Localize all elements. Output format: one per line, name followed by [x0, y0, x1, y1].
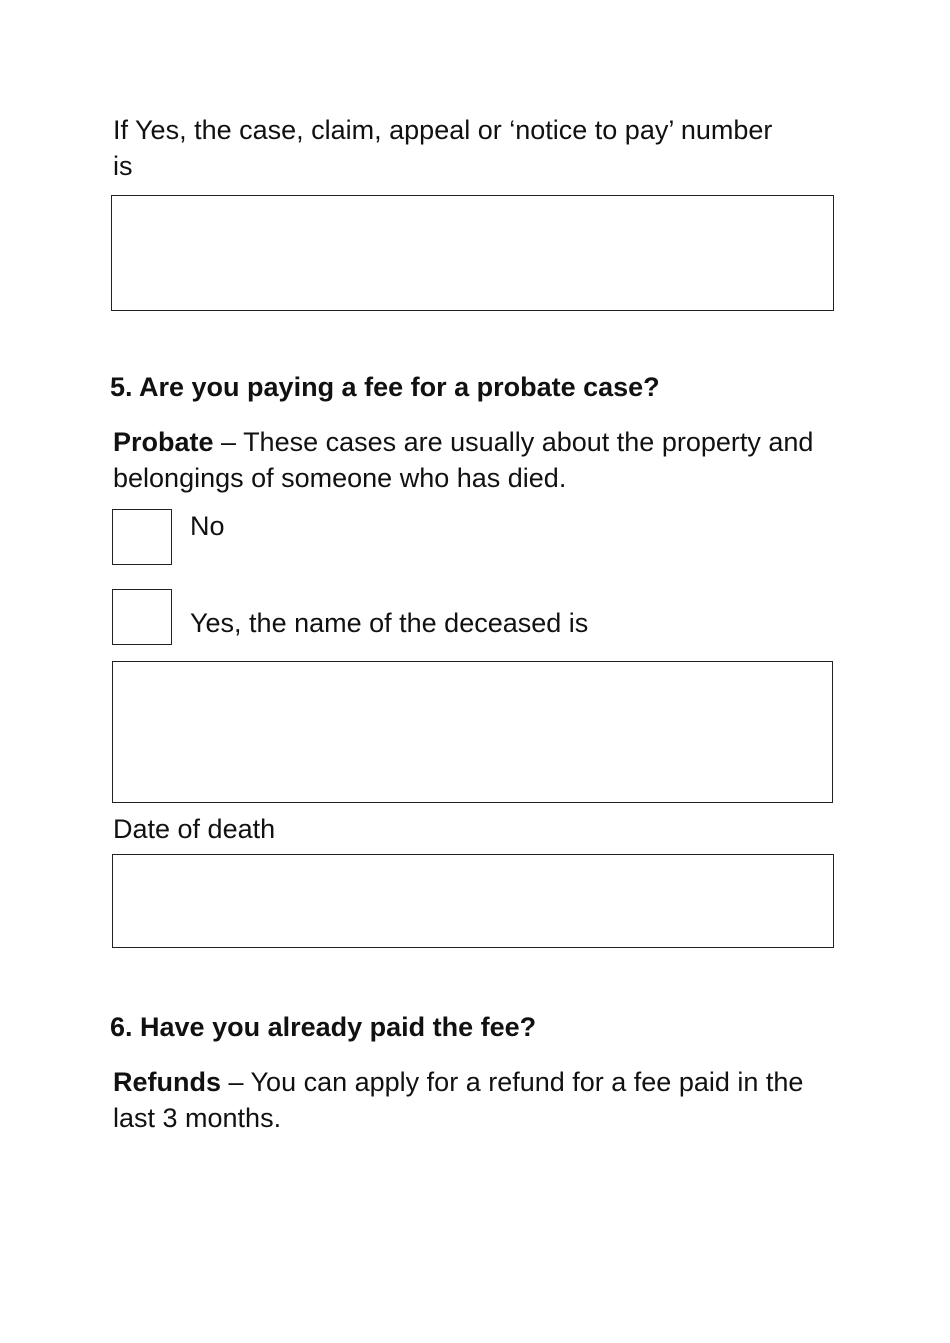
- case-number-label-line2: is: [113, 151, 133, 181]
- refunds-definition-term: Refunds: [113, 1067, 221, 1097]
- probate-heading: 5. Are you paying a fee for a probate case?: [110, 372, 660, 402]
- refunds-definition: [113, 1064, 833, 1136]
- refunds-definition-text: – You can apply for a refund for a fee paid in the last 3 months.: [113, 1067, 804, 1133]
- date-of-death-field[interactable]: [112, 854, 834, 948]
- probate-yes-label: Yes, the name of the deceased is: [190, 608, 589, 638]
- probate-no-checkbox[interactable]: [112, 509, 172, 565]
- probate-definition: [113, 424, 833, 496]
- deceased-name-field[interactable]: [112, 661, 833, 803]
- probate-no-label: No: [190, 511, 225, 541]
- probate-definition-text: – These cases are usually about the property and belongings of someone who has died.: [113, 427, 814, 493]
- probate-yes-checkbox[interactable]: [112, 589, 172, 645]
- probate-definition-term: Probate: [113, 427, 214, 457]
- fee-paid-heading: 6. Have you already paid the fee?: [110, 1012, 537, 1042]
- case-number-field[interactable]: [111, 195, 834, 311]
- case-number-label-line1: If Yes, the case, claim, appeal or ‘notice to pay’ number: [113, 115, 773, 145]
- date-of-death-label: Date of death: [113, 814, 276, 844]
